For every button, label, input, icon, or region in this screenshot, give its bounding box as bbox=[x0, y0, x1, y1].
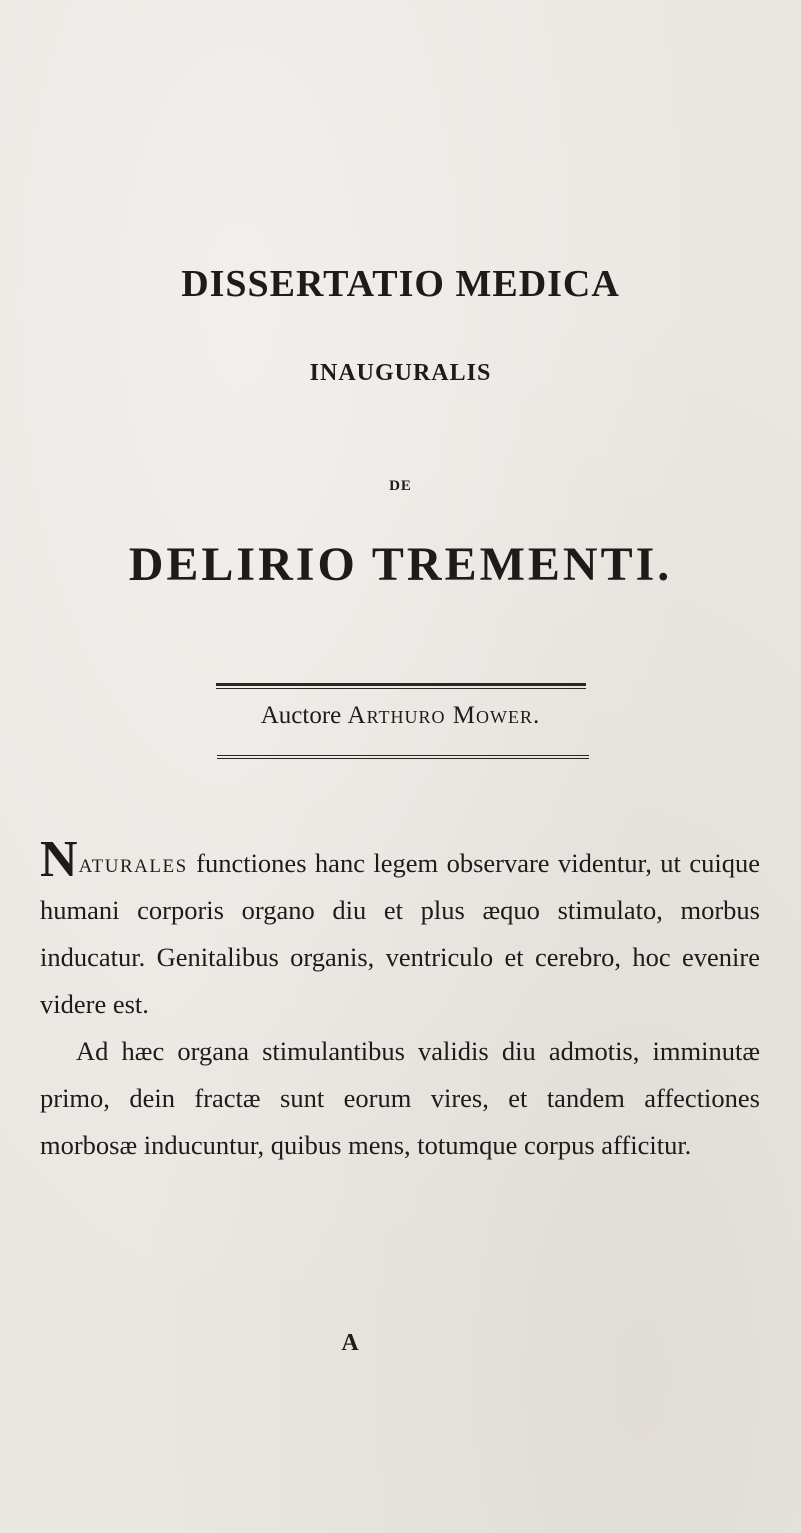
dissertation-subtitle: INAUGURALIS bbox=[309, 360, 492, 386]
drop-cap: N bbox=[40, 831, 78, 888]
dissertation-title: DISSERTATIO MEDICA bbox=[181, 263, 620, 305]
top-double-rule bbox=[216, 683, 586, 689]
body-text bbox=[40, 831, 760, 1169]
author-prefix: Auctore bbox=[260, 702, 342, 729]
paragraph-1 bbox=[40, 831, 760, 1028]
paragraph-2: Ad hæc organa stimulantibus validis diu admotis, imminutæ primo, dein fractæ sunt eorum vires, et tandem affectiones morbosæ inducuntur, quibus mens, totumque corpus afficitur. bbox=[40, 1036, 760, 1160]
paragraph-1-text: functiones hanc legem observare videntur, ut cuique humani corporis organo diu et plus æquo stimulato, morbus inducatur. Genitalibus organis, ventriculo et cerebro, hoc evenire videre est. bbox=[40, 848, 760, 1019]
lead-word: aturales bbox=[78, 848, 188, 878]
bottom-double-rule bbox=[217, 755, 589, 759]
title-preposition: DE bbox=[389, 478, 412, 494]
author-name: Arthuro Mower. bbox=[347, 702, 541, 729]
dissertation-topic: DELIRIO TREMENTI. bbox=[128, 538, 673, 591]
author-line bbox=[0, 702, 801, 730]
catchword: A bbox=[341, 1330, 359, 1356]
